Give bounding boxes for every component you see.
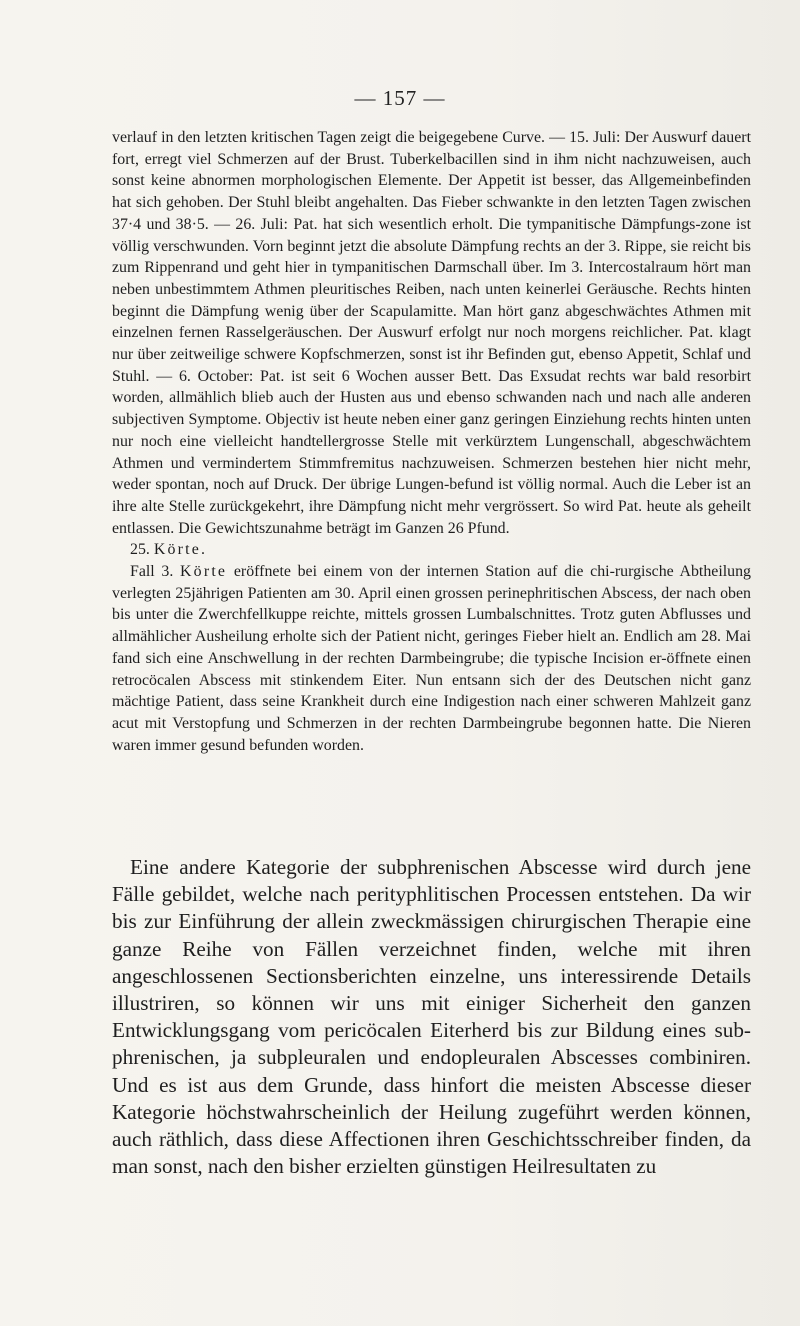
author-name-inline: Körte — [180, 563, 228, 581]
case-description-text: eröffnete bei einem von der internen Station auf die chi-rurgische Abtheilung verlegten 25jährigen Patienten am 30. April einen grossen perinephritischen Abscess, der nach oben bis unter die Zwerchfellkuppe reichte, mittels grossen Lumbalschnittes. Trotz guten Abflusses und allmählicher Ausheilung erholte sich der Patient nicht, geringes Fieber hielt an. Endlich am 28. Mai fand sich eine Anschwellung in der rechten Darmbeingrube; die typische Incision er-öffnete einen retrocöcalen Abscess mit stinkendem Eiter. Nun entsann sich der des Deutschen nicht ganz mächtige Patient, dass seine Krankheit durch eine Indigestion nach einer schweren Mahlzeit ganz acut mit Verstopfung und Schmerzen in der rechten Darmbeingrube begonnen hatte. Die Nieren waren immer gesund befunden worden. — [112, 563, 751, 754]
author-name: Körte — [153, 541, 202, 559]
page-number: — 157 — — [354, 86, 446, 110]
case-description-paragraph — [112, 561, 751, 756]
case-label: Fall 3. — [130, 563, 180, 581]
case-number-paragraph — [112, 539, 751, 561]
case-report-section — [112, 127, 751, 756]
case-number-end: . — [201, 541, 206, 559]
case-number: 25. — [130, 541, 154, 559]
discussion-section — [112, 854, 751, 1180]
case-report-paragraph: verlauf in den letzten kritischen Tagen zeigt die beigegebene Curve. — 15. Juli: Der Auswurf dauert fort, erregt viel Schmerzen auf der Brust. Tuberkelbacillen sind in ihm nicht nachzuweisen, auch sonst keine abnormen morphologischen Elemente. Der Appetit ist besser, das Allgemeinbefinden hat sich gehoben. Der Stuhl bleibt angehalten. Das Fieber schwankte in den letzten Tagen zwischen 37·4 und 38·5. — 26. Juli: Pat. hat sich wesentlich erholt. Die tympanitische Dämpfungs-zone ist völlig verschwunden. Vorn beginnt jetzt die absolute Dämpfung rechts an der 3. Rippe, sie reicht bis zum Rippenrand und geht hier in tympanitischen Darmschall über. Im 3. Intercostalraum hört man neben unbestimmtem Athmen pleuritisches Reiben, nach unten keinerlei Geräusche. Rechts hinten beginnt die Dämpfung wenig über der Scapulamitte. Man hört ganz abgeschwächtes Athmen mit einzelnen fernen Rasselgeräuschen. Der Auswurf erfolgt nur noch morgens reichlicher. Pat. klagt nur über zeitweilige schwere Kopfschmerzen, sonst ist ihr Befinden gut, ebenso Appetit, Schlaf und Stuhl. — 6. October: Pat. ist seit 6 Wochen ausser Bett. Das Exsudat rechts war bald resorbirt worden, allmählich blieb auch der Husten aus und ebenso schwanden nach und nach alle anderen subjectiven Symptome. Objectiv ist heute neben einer ganz geringen Einziehung rechts hinten unten nur noch eine vielleicht handtellergrosse Stelle mit verkürztem Lungenschall, abgeschwächtem Athmen und vermindertem Stimmfremitus nachzuweisen. Schmerzen bestehen hier nicht mehr, weder spontan, noch auf Druck. Der übrige Lungen-befund ist völlig normal. Auch die Leber ist an ihre alte Stelle zurückgekehrt, ihre Dämpfung nicht mehr vergrössert. So wird Pat. heute als geheilt entlassen. Die Gewichtszunahme beträgt im Ganzen 26 Pfund. — [112, 129, 751, 537]
discussion-paragraph: Eine andere Kategorie der subphrenischen Abscesse wird durch jene Fälle gebildet, welche nach perityphlitischen Processen entstehen. Da wir bis zur Einführung der allein zweckmässigen chirurgischen Therapie eine ganze Reihe von Fällen verzeichnet finden, welche mit ihren angeschlossenen Sectionsberichten einzelne, uns interessirende Details illustriren, so können wir uns mit einiger Sicherheit den ganzen Entwicklungsgang vom pericöcalen Eiterherd bis zur Bildung eines sub-phrenischen, ja subpleuralen und endopleuralen Abscesses combiniren. Und es ist aus dem Grunde, dass hinfort die meisten Abscesse dieser Kategorie höchstwahrscheinlich der Heilung zugeführt werden können, auch räthlich, dass diese Affectionen ihren Geschichtsschreiber finden, da man sonst, nach den bisher erzielten günstigen Heilresultaten zu — [112, 855, 751, 1179]
